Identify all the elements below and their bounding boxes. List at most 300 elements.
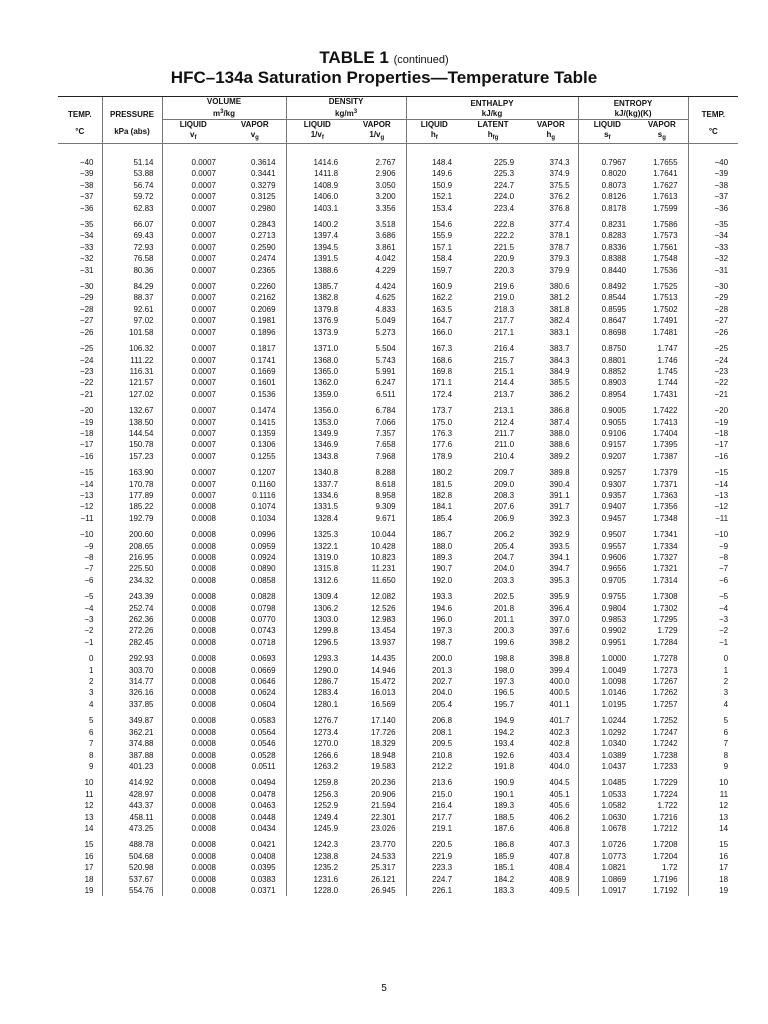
cell-density-vapor: 14.946 xyxy=(371,665,396,675)
cell-volume-vapor: 0.1474 xyxy=(251,406,276,416)
cell-enthalpy-liquid: 172.4 xyxy=(406,389,462,400)
cell-entropy-vapor: 1.7273 xyxy=(653,665,678,675)
table-row xyxy=(58,253,738,264)
cell-temp: 7 xyxy=(89,739,94,749)
cell-density-vapor: 6.511 xyxy=(376,389,396,399)
cell-volume-liquid: 0.0007 xyxy=(162,417,224,428)
cell-volume-vapor: 0.0693 xyxy=(251,654,276,664)
cell-density-liquid: 1322.1 xyxy=(286,541,348,552)
cell-volume-liquid: 0.0008 xyxy=(162,727,224,738)
table-row xyxy=(58,292,738,303)
cell-density-vapor: 25.317 xyxy=(371,863,396,873)
cell-enthalpy-vapor: 391.1 xyxy=(549,490,570,500)
cell-volume-liquid: 0.0007 xyxy=(162,292,224,303)
cell-volume-vapor: 0.1074 xyxy=(251,502,276,512)
cell-pressure: 225.50 xyxy=(102,563,162,574)
table-row xyxy=(58,191,738,202)
saturation-properties-table xyxy=(58,96,738,896)
cell-temp: 9 xyxy=(89,761,94,771)
cell-temp-right: −22 xyxy=(688,377,738,388)
cell-temp-right: −18 xyxy=(688,428,738,439)
cell-entropy-liquid: 0.9656 xyxy=(578,563,636,574)
cell-pressure: 282.45 xyxy=(102,637,162,648)
cell-volume-liquid: 0.0008 xyxy=(162,800,224,811)
cell-density-vapor: 26.121 xyxy=(371,874,396,884)
temp-unit-right: °C xyxy=(688,120,738,144)
cell-entropy-vapor: 1.7363 xyxy=(653,490,678,500)
cell-pressure: 243.39 xyxy=(102,586,162,602)
cell-entropy-vapor: 1.7314 xyxy=(653,575,678,585)
cell-volume-vapor: 0.1255 xyxy=(251,451,276,461)
table-title-main: TABLE 1 xyxy=(319,48,389,67)
density-liquid-header: LIQUID $1/v_f$ xyxy=(286,120,348,144)
cell-density-liquid: 1391.5 xyxy=(286,253,348,264)
cell-temp-right: −34 xyxy=(688,230,738,241)
cell-volume-vapor: 0.0959 xyxy=(251,541,276,551)
cell-entropy-liquid: 0.8698 xyxy=(578,327,636,338)
cell-volume-liquid: 0.0007 xyxy=(162,439,224,450)
cell-density-liquid: 1312.6 xyxy=(286,575,348,586)
cell-pressure: 72.93 xyxy=(102,242,162,253)
cell-volume-vapor: 0.2843 xyxy=(251,220,276,230)
cell-temp: −40 xyxy=(79,158,94,167)
cell-enthalpy-latent: 188.5 xyxy=(494,812,515,822)
temp-header: TEMP. xyxy=(58,97,102,120)
cell-temp-right: 5 xyxy=(688,710,738,726)
cell-entropy-vapor: 1.7561 xyxy=(653,242,678,252)
cell-volume-liquid: 0.0008 xyxy=(162,687,224,698)
table-row xyxy=(58,400,738,416)
cell-density-vapor: 13.937 xyxy=(371,637,396,647)
table-row xyxy=(58,144,738,169)
cell-enthalpy-liquid: 158.4 xyxy=(406,253,462,264)
cell-temp-right: 8 xyxy=(688,750,738,761)
cell-enthalpy-liquid: 154.6 xyxy=(406,214,462,230)
cell-enthalpy-liquid: 215.0 xyxy=(406,789,462,800)
cell-enthalpy-liquid: 198.7 xyxy=(406,637,462,648)
cell-temp: 2 xyxy=(89,677,94,687)
table-row xyxy=(58,563,738,574)
cell-density-vapor: 13.454 xyxy=(371,626,396,636)
cell-density-vapor: 16.013 xyxy=(371,688,396,698)
table-row xyxy=(58,727,738,738)
cell-volume-vapor: 0.1981 xyxy=(251,316,276,326)
cell-entropy-vapor: 1.7422 xyxy=(653,406,678,416)
cell-density-vapor: 20.906 xyxy=(371,789,396,799)
cell-entropy-liquid: 1.0292 xyxy=(578,727,636,738)
cell-density-vapor: 11.650 xyxy=(371,575,396,585)
cell-entropy-vapor: 1.747 xyxy=(657,344,678,354)
cell-entropy-liquid: 1.0000 xyxy=(578,648,636,664)
cell-enthalpy-liquid: 209.5 xyxy=(406,738,462,749)
cell-temp: −6 xyxy=(84,575,94,585)
cell-volume-liquid: 0.0008 xyxy=(162,665,224,676)
cell-temp-right: −33 xyxy=(688,242,738,253)
cell-entropy-vapor: 1.7196 xyxy=(653,874,678,884)
cell-enthalpy-latent: 197.3 xyxy=(494,677,515,687)
cell-volume-vapor: 0.1415 xyxy=(251,417,276,427)
cell-entropy-liquid: 1.0049 xyxy=(578,665,636,676)
cell-temp: −14 xyxy=(79,479,94,489)
table-row xyxy=(58,862,738,873)
cell-enthalpy-latent: 184.2 xyxy=(494,874,515,884)
cell-enthalpy-vapor: 401.1 xyxy=(549,699,570,709)
cell-volume-liquid: 0.0008 xyxy=(162,812,224,823)
cell-volume-vapor: 0.2713 xyxy=(251,231,276,241)
cell-density-liquid: 1343.8 xyxy=(286,451,348,462)
cell-temp-right: −21 xyxy=(688,389,738,400)
cell-density-liquid: 1349.9 xyxy=(286,428,348,439)
cell-temp-right: −12 xyxy=(688,501,738,512)
cell-entropy-vapor: 1.7548 xyxy=(653,254,678,264)
cell-enthalpy-liquid: 150.9 xyxy=(406,180,462,191)
cell-volume-vapor: 0.2162 xyxy=(251,293,276,303)
cell-enthalpy-vapor: 389.2 xyxy=(549,451,570,461)
cell-enthalpy-liquid: 163.5 xyxy=(406,304,462,315)
table-row xyxy=(58,541,738,552)
cell-entropy-vapor: 1.7387 xyxy=(653,451,678,461)
cell-enthalpy-latent: 215.7 xyxy=(494,355,515,365)
cell-enthalpy-vapor: 388.0 xyxy=(549,428,570,438)
cell-pressure: 272.26 xyxy=(102,625,162,636)
cell-density-vapor: 10.044 xyxy=(371,530,396,540)
cell-temp: −16 xyxy=(79,451,94,461)
cell-density-vapor: 11.231 xyxy=(371,564,396,574)
pressure-header: PRESSURE xyxy=(102,97,162,120)
cell-enthalpy-latent: 222.2 xyxy=(494,231,515,241)
cell-density-liquid: 1238.8 xyxy=(286,851,348,862)
cell-density-liquid: 1331.5 xyxy=(286,501,348,512)
cell-enthalpy-vapor: 391.7 xyxy=(549,502,570,512)
table-row xyxy=(58,315,738,326)
cell-entropy-liquid: 0.9557 xyxy=(578,541,636,552)
table-row xyxy=(58,214,738,230)
cell-temp: −17 xyxy=(79,440,94,450)
cell-density-liquid: 1263.2 xyxy=(286,761,348,772)
cell-density-liquid: 1346.9 xyxy=(286,439,348,450)
cell-enthalpy-vapor: 385.5 xyxy=(549,378,570,388)
cell-entropy-liquid: 0.8954 xyxy=(578,389,636,400)
cell-entropy-liquid: 0.8801 xyxy=(578,355,636,366)
cell-pressure: 80.36 xyxy=(102,265,162,276)
cell-volume-vapor: 0.0408 xyxy=(251,851,276,861)
cell-volume-liquid: 0.0007 xyxy=(162,389,224,400)
table-row xyxy=(58,265,738,276)
cell-volume-vapor: 0.3125 xyxy=(251,192,276,202)
cell-enthalpy-liquid: 160.9 xyxy=(406,276,462,292)
enthalpy-vapor-header: VAPOR $h_g$ xyxy=(524,120,578,144)
cell-density-vapor: 19.583 xyxy=(371,761,396,771)
cell-enthalpy-liquid: 157.1 xyxy=(406,242,462,253)
cell-volume-vapor: 0.2474 xyxy=(251,254,276,264)
cell-volume-liquid: 0.0007 xyxy=(162,253,224,264)
cell-volume-liquid: 0.0007 xyxy=(162,180,224,191)
entropy-liquid-header: LIQUID $s_f$ xyxy=(578,120,636,144)
cell-temp: 4 xyxy=(89,699,94,709)
cell-pressure: 303.70 xyxy=(102,665,162,676)
cell-entropy-vapor: 1.7573 xyxy=(653,231,678,241)
cell-density-liquid: 1371.0 xyxy=(286,338,348,354)
cell-entropy-vapor: 1.7481 xyxy=(653,327,678,337)
cell-enthalpy-vapor: 402.8 xyxy=(549,739,570,749)
cell-volume-vapor: 0.0421 xyxy=(251,840,276,850)
table-row xyxy=(58,885,738,896)
cell-enthalpy-vapor: 396.4 xyxy=(549,603,570,613)
cell-volume-liquid: 0.0008 xyxy=(162,586,224,602)
cell-enthalpy-latent: 209.0 xyxy=(494,479,515,489)
cell-volume-liquid: 0.0008 xyxy=(162,648,224,664)
cell-enthalpy-liquid: 213.6 xyxy=(406,772,462,788)
cell-temp-right: 4 xyxy=(688,699,738,710)
cell-enthalpy-liquid: 180.2 xyxy=(406,462,462,478)
cell-pressure: 62.83 xyxy=(102,203,162,214)
cell-enthalpy-liquid: 168.6 xyxy=(406,355,462,366)
cell-enthalpy-liquid: 164.7 xyxy=(406,315,462,326)
cell-density-vapor: 5.991 xyxy=(375,366,396,376)
table-row xyxy=(58,552,738,563)
cell-volume-liquid: 0.0007 xyxy=(162,479,224,490)
cell-temp: −25 xyxy=(79,344,94,354)
cell-volume-liquid: 0.0007 xyxy=(162,276,224,292)
cell-pressure: 138.50 xyxy=(102,417,162,428)
cell-entropy-vapor: 1.7192 xyxy=(653,885,678,895)
cell-density-liquid: 1411.8 xyxy=(286,168,348,179)
cell-density-vapor: 3.686 xyxy=(375,231,396,241)
cell-temp-right: 15 xyxy=(688,834,738,850)
cell-volume-vapor: 0.0448 xyxy=(251,812,276,822)
table-row xyxy=(58,451,738,462)
cell-temp-right: −2 xyxy=(688,625,738,636)
cell-entropy-liquid: 0.9106 xyxy=(578,428,636,439)
cell-temp-right: −1 xyxy=(688,637,738,648)
cell-density-liquid: 1276.7 xyxy=(286,710,348,726)
cell-volume-vapor: 0.3279 xyxy=(251,180,276,190)
cell-enthalpy-latent: 225.3 xyxy=(494,169,515,179)
cell-pressure: 66.07 xyxy=(102,214,162,230)
cell-enthalpy-liquid: 202.7 xyxy=(406,676,462,687)
cell-temp: 18 xyxy=(84,874,94,884)
cell-pressure: 127.02 xyxy=(102,389,162,400)
cell-density-vapor: 18.329 xyxy=(371,739,396,749)
cell-entropy-vapor: 1.7257 xyxy=(653,699,678,709)
cell-density-liquid: 1356.0 xyxy=(286,400,348,416)
cell-temp-right: −38 xyxy=(688,180,738,191)
cell-pressure: 51.14 xyxy=(102,144,162,169)
cell-volume-liquid: 0.0007 xyxy=(162,203,224,214)
table-row xyxy=(58,761,738,772)
cell-density-vapor: 8.958 xyxy=(375,490,396,500)
cell-entropy-vapor: 1.7284 xyxy=(653,637,678,647)
cell-enthalpy-vapor: 384.9 xyxy=(549,366,570,376)
cell-entropy-liquid: 0.8852 xyxy=(578,366,636,377)
cell-entropy-liquid: 0.9507 xyxy=(578,524,636,540)
cell-volume-vapor: 0.0743 xyxy=(251,626,276,636)
cell-density-vapor: 3.200 xyxy=(375,192,396,202)
cell-entropy-vapor: 1.7242 xyxy=(653,739,678,749)
cell-density-liquid: 1368.0 xyxy=(286,355,348,366)
table-row xyxy=(58,180,738,191)
cell-entropy-vapor: 1.7586 xyxy=(653,220,678,230)
cell-temp: 11 xyxy=(85,789,94,799)
cell-density-vapor: 23.026 xyxy=(371,823,396,833)
cell-temp-right: 17 xyxy=(688,862,738,873)
cell-density-vapor: 5.743 xyxy=(375,355,396,365)
cell-temp: −9 xyxy=(84,541,94,551)
cell-volume-liquid: 0.0007 xyxy=(162,428,224,439)
cell-temp-right: −4 xyxy=(688,603,738,614)
table-row xyxy=(58,524,738,540)
cell-volume-liquid: 0.0008 xyxy=(162,761,224,772)
cell-entropy-liquid: 0.9951 xyxy=(578,637,636,648)
table-row xyxy=(58,203,738,214)
cell-temp-right: −6 xyxy=(688,575,738,586)
cell-enthalpy-latent: 219.0 xyxy=(494,293,515,303)
cell-enthalpy-latent: 219.6 xyxy=(494,282,515,292)
cell-entropy-vapor: 1.7224 xyxy=(653,789,678,799)
cell-density-vapor: 5.049 xyxy=(375,316,396,326)
cell-enthalpy-liquid: 192.0 xyxy=(406,575,462,586)
cell-enthalpy-liquid: 184.1 xyxy=(406,501,462,512)
cell-volume-vapor: 0.0996 xyxy=(251,530,276,540)
cell-temp-right: −30 xyxy=(688,276,738,292)
cell-temp-right: −23 xyxy=(688,366,738,377)
cell-enthalpy-vapor: 377.4 xyxy=(549,220,570,230)
table-row xyxy=(58,276,738,292)
cell-entropy-vapor: 1.7262 xyxy=(653,688,678,698)
table-row xyxy=(58,304,738,315)
cell-temp-right: −13 xyxy=(688,490,738,501)
cell-density-liquid: 1309.4 xyxy=(286,586,348,602)
cell-temp-right: 1 xyxy=(688,665,738,676)
cell-volume-liquid: 0.0008 xyxy=(162,772,224,788)
cell-pressure: 292.93 xyxy=(102,648,162,664)
cell-volume-vapor: 0.0371 xyxy=(251,885,276,895)
cell-density-vapor: 3.356 xyxy=(375,203,396,213)
cell-density-liquid: 1334.6 xyxy=(286,490,348,501)
cell-temp: 12 xyxy=(84,801,94,811)
cell-enthalpy-vapor: 386.2 xyxy=(549,389,570,399)
cell-density-vapor: 7.066 xyxy=(375,417,396,427)
cell-enthalpy-liquid: 182.8 xyxy=(406,490,462,501)
cell-density-liquid: 1273.4 xyxy=(286,727,348,738)
cell-density-vapor: 12.526 xyxy=(371,603,396,613)
pressure-unit: kPa (abs) xyxy=(102,120,162,144)
cell-density-liquid: 1306.2 xyxy=(286,603,348,614)
table-row xyxy=(58,439,738,450)
cell-density-liquid: 1286.7 xyxy=(286,676,348,687)
cell-enthalpy-vapor: 408.9 xyxy=(549,874,570,884)
cell-entropy-liquid: 1.0726 xyxy=(578,834,636,850)
cell-pressure: 106.32 xyxy=(102,338,162,354)
cell-temp-right: −20 xyxy=(688,400,738,416)
cell-enthalpy-vapor: 393.5 xyxy=(549,541,570,551)
cell-entropy-vapor: 1.7229 xyxy=(653,778,678,788)
cell-density-vapor: 7.968 xyxy=(375,451,396,461)
cell-enthalpy-liquid: 152.1 xyxy=(406,191,462,202)
cell-enthalpy-vapor: 379.3 xyxy=(549,254,570,264)
cell-enthalpy-latent: 220.3 xyxy=(494,265,515,275)
cell-density-liquid: 1353.0 xyxy=(286,417,348,428)
cell-enthalpy-vapor: 379.9 xyxy=(549,265,570,275)
temp-unit: °C xyxy=(58,120,102,144)
cell-enthalpy-vapor: 405.6 xyxy=(549,801,570,811)
cell-density-liquid: 1359.0 xyxy=(286,389,348,400)
cell-temp-right: −7 xyxy=(688,563,738,574)
cell-temp: −20 xyxy=(79,406,94,416)
cell-temp: 14 xyxy=(84,823,94,833)
cell-pressure: 387.88 xyxy=(102,750,162,761)
cell-enthalpy-latent: 198.0 xyxy=(494,665,515,675)
cell-pressure: 192.79 xyxy=(102,513,162,524)
table-row xyxy=(58,417,738,428)
cell-density-vapor: 8.618 xyxy=(375,479,396,489)
cell-volume-liquid: 0.0007 xyxy=(162,214,224,230)
cell-volume-vapor: 0.1817 xyxy=(251,344,276,354)
cell-entropy-vapor: 1.746 xyxy=(657,355,678,365)
cell-enthalpy-latent: 222.8 xyxy=(494,220,515,230)
cell-temp: −12 xyxy=(79,502,94,512)
cell-entropy-liquid: 0.8492 xyxy=(578,276,636,292)
cell-temp: −34 xyxy=(79,231,94,241)
cell-enthalpy-liquid: 220.5 xyxy=(406,834,462,850)
cell-density-liquid: 1388.6 xyxy=(286,265,348,276)
cell-volume-vapor: 0.0828 xyxy=(251,592,276,602)
table-row xyxy=(58,625,738,636)
cell-temp: −8 xyxy=(84,553,94,562)
cell-entropy-vapor: 1.7204 xyxy=(653,851,678,861)
cell-entropy-liquid: 0.8388 xyxy=(578,253,636,264)
cell-entropy-vapor: 1.7216 xyxy=(653,812,678,822)
cell-pressure: 92.61 xyxy=(102,304,162,315)
cell-volume-liquid: 0.0007 xyxy=(162,338,224,354)
cell-entropy-liquid: 0.9257 xyxy=(578,462,636,478)
cell-density-vapor: 26.945 xyxy=(371,885,396,895)
cell-entropy-vapor: 1.7513 xyxy=(653,293,678,303)
volume-liquid-header: LIQUID $v_f$ xyxy=(162,120,224,144)
table-row xyxy=(58,377,738,388)
table-body xyxy=(58,144,738,897)
cell-entropy-vapor: 1.7627 xyxy=(653,180,678,190)
cell-enthalpy-liquid: 210.8 xyxy=(406,750,462,761)
cell-pressure: 116.31 xyxy=(102,366,162,377)
cell-pressure: 234.32 xyxy=(102,575,162,586)
cell-pressure: 101.58 xyxy=(102,327,162,338)
cell-entropy-vapor: 1.7655 xyxy=(653,158,678,167)
cell-pressure: 185.22 xyxy=(102,501,162,512)
cell-enthalpy-latent: 186.8 xyxy=(494,840,515,850)
cell-enthalpy-liquid: 193.3 xyxy=(406,586,462,602)
cell-enthalpy-latent: 194.9 xyxy=(494,716,515,726)
cell-enthalpy-vapor: 407.3 xyxy=(549,840,570,850)
table-row xyxy=(58,389,738,400)
table-row xyxy=(58,428,738,439)
cell-density-vapor: 24.533 xyxy=(371,851,396,861)
cell-density-liquid: 1376.9 xyxy=(286,315,348,326)
cell-enthalpy-liquid: 221.9 xyxy=(406,851,462,862)
cell-density-liquid: 1290.0 xyxy=(286,665,348,676)
cell-volume-liquid: 0.0008 xyxy=(162,524,224,540)
cell-density-vapor: 7.357 xyxy=(375,428,396,438)
cell-enthalpy-liquid: 155.9 xyxy=(406,230,462,241)
cell-enthalpy-latent: 221.5 xyxy=(494,242,515,252)
cell-enthalpy-liquid: 149.6 xyxy=(406,168,462,179)
table-row xyxy=(58,800,738,811)
cell-density-liquid: 1382.8 xyxy=(286,292,348,303)
cell-entropy-liquid: 0.8231 xyxy=(578,214,636,230)
cell-temp-right: −16 xyxy=(688,451,738,462)
cell-pressure: 157.23 xyxy=(102,451,162,462)
cell-temp: −19 xyxy=(79,417,94,427)
